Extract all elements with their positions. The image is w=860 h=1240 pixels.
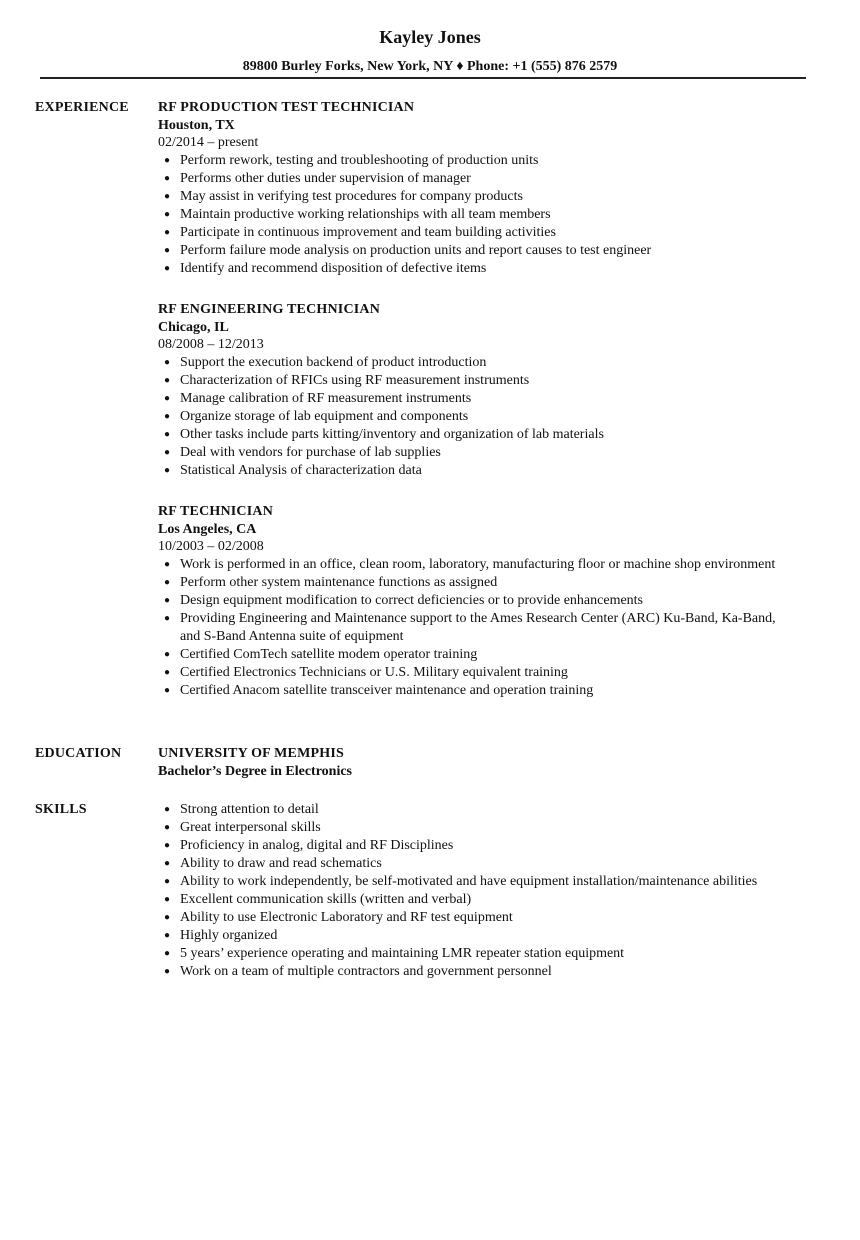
bullet-icon: ● [164, 840, 171, 851]
list-item: ● Perform failure mode analysis on production units and report causes to test engineer [164, 243, 652, 258]
job-title: RF ENGINEERING TECHNICIAN [158, 302, 381, 317]
list-item: ● Certified Electronics Technicians or U.S. Military equivalent training [164, 665, 568, 680]
experience-heading: EXPERIENCE [35, 100, 129, 115]
job-title: RF TECHNICIAN [158, 504, 274, 519]
list-item: ● Performs other duties under supervision of manager [164, 171, 471, 186]
bullet-icon: ● [164, 375, 171, 386]
list-item: ● Certified ComTech satellite modem operator training [164, 647, 478, 662]
bullet-icon: ● [164, 447, 171, 458]
list-item: ● Deal with vendors for purchase of lab supplies [164, 445, 441, 460]
school-name: UNIVERSITY OF MEMPHIS [158, 746, 344, 761]
list-item: ● Strong attention to detail [164, 802, 319, 817]
bullet-icon: ● [164, 876, 171, 887]
contact-line: 89800 Burley Forks, New York, NY ♦ Phone: +1 (555) 876 2579 [242, 59, 618, 74]
bullet-icon: ● [164, 894, 171, 905]
bullet-icon: ● [164, 173, 171, 184]
list-item: ● Great interpersonal skills [164, 820, 321, 835]
job-dates: 10/2003 – 02/2008 [158, 539, 264, 554]
list-item: ● Providing Engineering and Maintenance support to the Ames Research Center (ARC) Ku-Band, Ka-Band, and S-Band Antenna suite of equipment [164, 611, 776, 644]
list-item: ● Organize storage of lab equipment and components [164, 409, 469, 424]
list-item: ● Characterization of RFICs using RF measurement instruments [164, 373, 530, 388]
job-dates: 02/2014 – present [158, 135, 259, 150]
experience-content [158, 99, 798, 723]
list-item: ● Proficiency in analog, digital and RF Disciplines [164, 838, 454, 853]
bullet-icon: ● [164, 649, 171, 660]
bullet-icon: ● [164, 966, 171, 977]
job-dates: 08/2008 – 12/2013 [158, 337, 264, 352]
bullet-icon: ● [164, 465, 171, 476]
bullet-icon: ● [164, 858, 171, 869]
list-item: ● Ability to work independently, be self-motivated and have equipment installation/maintenance abilities [164, 874, 758, 889]
job-location: Los Angeles, CA [158, 522, 257, 537]
list-item: ● Work on a team of multiple contractors and government personnel [164, 964, 552, 979]
bullet-icon: ● [164, 191, 171, 202]
bullet-icon: ● [164, 411, 171, 422]
bullet-icon: ● [164, 263, 171, 274]
bullet-icon: ● [164, 948, 171, 959]
bullet-icon: ● [164, 209, 171, 220]
list-item: ● Manage calibration of RF measurement instruments [164, 391, 472, 406]
job-duties-list [158, 556, 798, 700]
bullet-icon: ● [164, 613, 171, 624]
list-item: ● Maintain productive working relationships with all team members [164, 207, 551, 222]
list-item: ● Work is performed in an office, clean room, laboratory, manufacturing floor or machine shop environment [164, 557, 776, 572]
list-item: ● Other tasks include parts kitting/inventory and organization of lab materials [164, 427, 604, 442]
list-item: ● Ability to use Electronic Laboratory and RF test equipment [164, 910, 513, 925]
bullet-icon: ● [164, 559, 171, 570]
job-duties-list [158, 152, 798, 278]
job-location: Houston, TX [158, 118, 235, 133]
bullet-icon: ● [164, 595, 171, 606]
skills-list [158, 801, 798, 981]
job-entry [158, 301, 798, 480]
job-location: Chicago, IL [158, 320, 229, 335]
bullet-icon: ● [164, 685, 171, 696]
education-heading: EDUCATION [35, 746, 122, 761]
bullet-icon: ● [164, 804, 171, 815]
list-item: ● Ability to draw and read schematics [164, 856, 382, 871]
skills-content [158, 801, 798, 981]
list-item: ● Excellent communication skills (written and verbal) [164, 892, 472, 907]
bullet-icon: ● [164, 227, 171, 238]
skills-heading: SKILLS [35, 802, 87, 817]
bullet-icon: ● [164, 245, 171, 256]
list-item: ● Support the execution backend of product introduction [164, 355, 487, 370]
list-item: ● 5 years’ experience operating and maintaining LMR repeater station equipment [164, 946, 625, 961]
list-item: ● Design equipment modification to correct deficiencies or to provide enhancements [164, 593, 644, 608]
list-item: ● Statistical Analysis of characterization data [164, 463, 422, 478]
header-divider [40, 77, 806, 79]
bullet-icon: ● [164, 429, 171, 440]
bullet-icon: ● [164, 577, 171, 588]
job-duties-list [158, 354, 798, 480]
bullet-icon: ● [164, 912, 171, 923]
job-entry [158, 99, 798, 278]
list-item: ● Perform other system maintenance functions as assigned [164, 575, 498, 590]
bullet-icon: ● [164, 357, 171, 368]
bullet-icon: ● [164, 667, 171, 678]
bullet-icon: ● [164, 930, 171, 941]
list-item: ● May assist in verifying test procedures for company products [164, 189, 523, 204]
list-item: ● Perform rework, testing and troubleshooting of production units [164, 153, 539, 168]
education-content [158, 745, 798, 781]
bullet-icon: ● [164, 155, 171, 166]
job-title: RF PRODUCTION TEST TECHNICIAN [158, 100, 415, 115]
list-item: ● Highly organized [164, 928, 278, 943]
list-item: ● Identify and recommend disposition of defective items [164, 261, 487, 276]
list-item: ● Certified Anacom satellite transceiver maintenance and operation training [164, 683, 594, 698]
degree: Bachelor’s Degree in Electronics [158, 764, 353, 779]
list-item: ● Participate in continuous improvement and team building activities [164, 225, 556, 240]
bullet-icon: ● [164, 822, 171, 833]
candidate-name: Kayley Jones [379, 27, 481, 47]
bullet-icon: ● [164, 393, 171, 404]
job-entry [158, 503, 798, 700]
